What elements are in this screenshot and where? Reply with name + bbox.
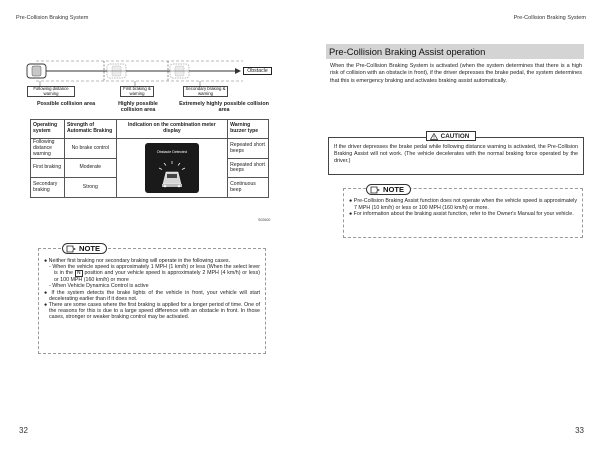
note-text: position and your vehicle speed is approximately 2 MPH (4 km/h) or less) or 100 MPH (160 km/h) or more [54,270,260,284]
note-text: When the vehicle speed is approximately 1 MPH (1 km/h) or less (When the select lever is in the [52,264,260,277]
note-text: There are some cases where the first braking is applied for a longer period of time. One of the reasons for this is due to a large speed difference with an obstacle in front. In those cases, stronger or weaker braking control may be activated. [48,301,260,321]
note-box [38,244,266,354]
caution-title: CAUTION [440,133,470,140]
note-text: When Vehicle Dynamics Control is active [52,283,149,290]
note-icon [370,186,380,194]
note-icon [66,245,76,253]
note-text: If the system detects the brake lights of the vehicle in front, your vehicle will start decelerating earlier than if it does not. [49,289,261,302]
braking-system-table [30,119,269,198]
cell-buzzer: Repeated short beeps [228,139,269,159]
cell-indication [116,139,227,198]
area-possible: Possible collision area [36,101,96,107]
car-icon [27,64,46,78]
header-operating-system: Operating system [31,120,65,139]
label-following-distance-warning: Following distance warning [27,86,75,97]
arrow-head [235,68,241,74]
cell-strength: Strong [64,178,116,198]
car-icon [170,64,189,78]
note-bullet: ● There are some cases where the first braking is applied for a longer period of time. One of the reasons for this is due to a large speed difference with an obstacle in front. In those cases, stronger or weaker braking control may be activated. [44,301,260,321]
note-text: Pre-Collision Braking Assist function does not operate when the vehicle speed is approximately 7 MPH (10 km/h) or less or 100 MPH (160 km/h) or more. [353,198,578,211]
cell-system: Secondary braking [31,178,65,198]
warning-triangle-icon [430,133,438,140]
meter-text: Obstacle Detected [156,150,188,155]
note-bullet: ● For information about the braking assist function, refer to the Owner's Manual for your vehicle. [349,211,574,217]
page-number-left: 32 [19,426,28,435]
note-text: Neither first braking nor secondary braking will operate in the following cases. [48,258,231,264]
header-buzzer: Warning buzzer type [228,120,269,139]
note-body [349,198,577,218]
cell-system: First braking [31,159,65,178]
car-icon [107,64,126,78]
note-badge [62,243,107,254]
note-title: NOTE [383,185,405,194]
cell-buzzer: Continuous beep [228,178,269,198]
cell-strength: Moderate [64,159,116,178]
note-box [343,185,583,238]
cell-system: Following distance warning [31,139,65,159]
label-secondary-braking: Secondary braking & warning [183,86,228,97]
note-bullet: ● Pre-Collision Braking Assist function does not operate when the vehicle speed is approximately 7 MPH (10 km/h) or less or 100 MPH (160 km/h) or more. [349,198,578,211]
caution-text: If the driver depresses the brake pedal while following distance warning is activated, the Pre-Collision Braking Assist will not work. (The vehicle decelerates with the normal braking force operated by the driver.) [334,144,578,164]
table-header-row [31,120,269,139]
header-indication: Indication on the combination meter display [116,120,227,139]
note-bullet: ● If the system detects the brake lights of the vehicle in front, your vehicle will start decelerating earlier than if it does not. [44,289,261,302]
note-sub-item: - When the vehicle speed is approximately 1 MPH (1 km/h) or less (When the select lever is in the N position and your vehicle speed is approximately 2 MPH (4 km/h) or less) or 100 MPH (160 km/h) or more [49,264,260,284]
figure-code: S02600 [258,218,271,222]
note-text: For information about the braking assist function, refer to the Owner's Manual for your vehicle. [353,211,574,217]
header-strength: Strength of Automatic Braking [64,120,116,139]
n-position-key: N [76,270,81,277]
obstacle-label: Obstacle [243,67,272,75]
intro-paragraph: When the Pre-Collision Braking System is activated (when the system determines that there is a high risk of collision with an obstacle in front), if the driver depresses the brake pedal, the system determines that this is emergency braking and activates braking assist automatically. [330,63,582,84]
section-title: Pre-Collision Braking Assist operation [326,44,584,59]
note-body [44,258,260,320]
note-title: NOTE [79,244,101,253]
area-extremely-highly-possible: Extremely highly possible collision area [179,101,269,113]
running-head-left: Pre-Collision Braking System [16,15,89,21]
caution-box [328,133,584,175]
cell-strength: No brake control [64,139,116,159]
collision-area-diagram [0,55,300,115]
page-number-right: 33 [575,426,584,435]
note-badge [366,184,411,195]
cell-buzzer: Repeated short beeps [228,159,269,178]
table-row [31,139,269,159]
caution-badge [426,131,476,141]
running-head-right: Pre-Collision Braking System [513,15,586,21]
area-highly-possible: Highly possible collision area [118,101,158,113]
note-bullet: ● Neither first braking nor secondary braking will operate in the following cases. [44,258,231,264]
label-first-braking: First braking & warning [120,86,154,97]
combination-meter-display [145,143,199,193]
note-sub-item: - When Vehicle Dynamics Control is active [49,283,149,290]
